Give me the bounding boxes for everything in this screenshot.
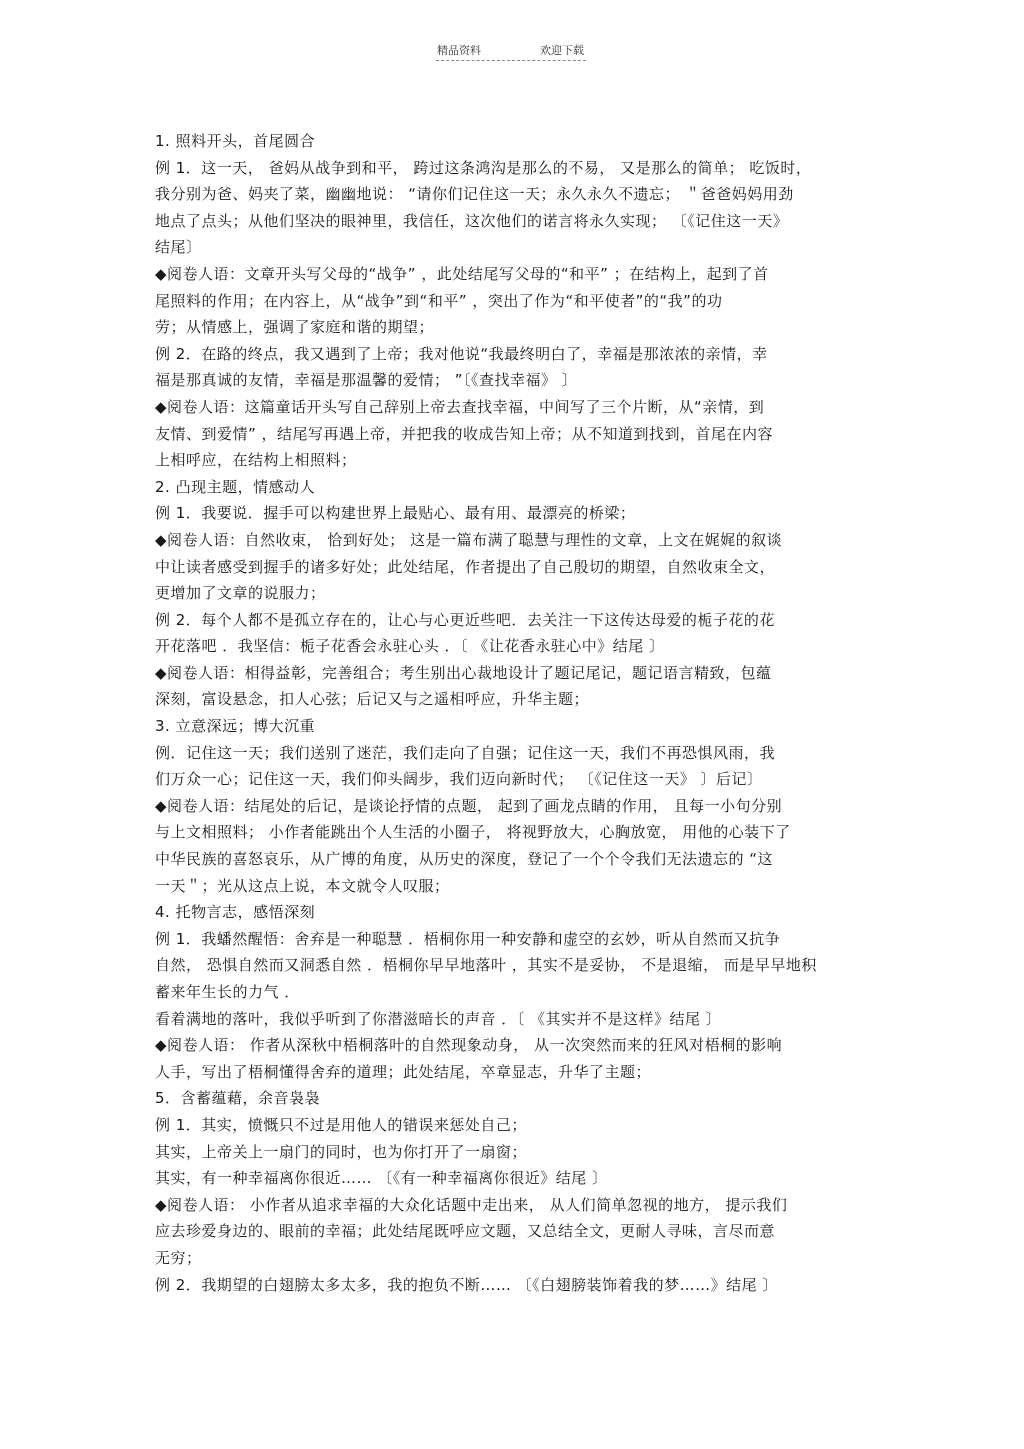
page-header — [0, 42, 1024, 62]
text-line: 例 1．我蟠然醒悟：舍弃是一种聪慧 ．梧桐你用一种安静和虚空的玄妙，听从自然而又抗争 — [155, 929, 781, 948]
document-body — [155, 128, 895, 1298]
text-line: 例 1．这一天， 爸妈从战争到和平， 跨过这条鸿沟是那么的不易， 又是那么的简单； 吃饭时， — [155, 158, 812, 177]
text-line: 例 2．每个人都不是孤立存在的，让心与心更近些吧．去关注一下这传达母爱的栀子花的花 — [155, 610, 775, 629]
text-line: 无穷； — [155, 1248, 202, 1267]
text-line: 地点了点头；从他们坚决的眼神里，我信任，这次他们的诺言将永久实现； 〔《记住这一天》 — [155, 211, 789, 230]
text-line: 我分别为爸、妈夹了菜，幽幽地说： “请你们记住这一天；永久永久不遗忘； ＂爸爸妈妈用劲 — [155, 185, 794, 204]
text-line: 一天＂；光从这点上说，本文就令人叹服； — [155, 876, 450, 895]
text-line: 结尾〕 — [155, 238, 202, 257]
text-line: 友情、到爱情” ，结尾写再遇上帝，并把我的收成告知上帝；从不知道到找到，首尾在内容 — [155, 424, 774, 443]
text-line: ◆阅卷人语：自然收束， 恰到好处； 这是一篇布满了聪慧与理性的文章，上文在娓娓的叙谈 — [155, 530, 783, 549]
text-line: 4. 托物言志，感悟深刻 — [155, 903, 316, 922]
text-line: 例 1．其实，愤慨只不过是用他人的错误来惩处自己； — [155, 1115, 527, 1134]
text-line: 中华民族的喜怒哀乐，从广博的角度，从历史的深度，登记了一个个令我们无法遗忘的 “这 — [155, 850, 774, 869]
text-line: 开花落吧 ．我坚信：栀子花香会永驻心头 ．〔 《让花香永驻心中》结尾 〕 — [155, 637, 665, 656]
text-line: ◆阅卷人语：文章开头写父母的“战争” ，此处结尾写父母的“和平” ；在结构上，起到了首 — [155, 264, 769, 283]
text-line: 蓄来年生长的力气 ． — [155, 983, 300, 1001]
text-line: 看着满地的落叶，我似乎听到了你潜滋暗长的声音 ．〔 《其实并不是这样》结尾 〕 — [155, 1009, 722, 1028]
text-line: 例 1．我要说．握手可以构建世界上最贴心、最有用、最漂亮的桥梁； — [155, 504, 636, 523]
text-line: 劳；从情感上，强调了家庭和谐的期望； — [155, 318, 435, 337]
text-line: 人手，写出了梧桐懂得舍弃的道理；此处结尾，卒章显志，升华了主题； — [155, 1062, 652, 1081]
text-line: ◆阅卷人语： 作者从深秋中梧桐落叶的自然现象动身， 从一次突然而来的狂风对梧桐的影响 — [155, 1036, 783, 1055]
text-line: ◆阅卷人语：相得益彰，完善组合；考生别出心裁地设计了题记尾记，题记语言精致，包蕴 — [155, 663, 772, 682]
text-line: 中让读者感受到握手的诸多好处；此处结尾，作者提出了自己殷切的期望，自然收束全文， — [155, 557, 776, 576]
text-line: 例 2．在路的终点，我又遇到了上帝；我对他说“我最终明白了，幸福是那浓浓的亲情，幸 — [155, 344, 768, 363]
text-line: 福是那真诚的友情，幸福是那温馨的爱情； ”〔《查找幸福》 〕 — [155, 371, 578, 390]
header-right-text: 欢迎下载 — [540, 44, 584, 57]
text-line: ◆阅卷人语：结尾处的后记，是谈论抒情的点题， 起到了画龙点睛的作用， 且每一小句分别 — [155, 796, 783, 815]
text-line: 其实，上帝关上一扇门的同时，也为你打开了一扇窗； — [155, 1142, 528, 1161]
text-line: 2. 凸现主题，情感动人 — [155, 477, 316, 496]
text-line: 5．含蓄蕴藉，余音袅袅 — [155, 1089, 321, 1108]
text-line: 其实，有一种幸福离你很近…… 〔《有一种幸福离你很近》结尾 〕 — [155, 1169, 608, 1188]
text-line: 更增加了文章的说服力； — [155, 584, 326, 603]
text-line: ◆阅卷人语：这篇童话开头写自己辞别上帝去查找幸福，中间写了三个片断，从“亲情，到 — [155, 397, 765, 416]
text-line: 与上文相照料； 小作者能跳出个人生活的小圈子， 将视野放大，心胸放宽， 用他的心装下了 — [155, 823, 791, 842]
text-line: 们万众一心；记住这一天，我们仰头阔步，我们迈向新时代； 〔《记住这一天》 〕后记〕 — [155, 770, 763, 789]
text-line: 深刻，富设悬念，扣人心弦；后记又与之遥相呼应，升华主题； — [155, 690, 590, 709]
header-divider — [436, 60, 586, 61]
text-line: 上相呼应，在结构上相照料； — [155, 451, 357, 470]
text-line: 应去珍爱身边的、眼前的幸福；此处结尾既呼应文题，又总结全文，更耐人寻味，言尽而意 — [155, 1222, 776, 1241]
text-line: 例．记住这一天；我们送别了迷茫，我们走向了自强；记住这一天，我们不再恐惧风雨，我 — [155, 743, 776, 762]
text-line: 自然， 恐惧自然而又洞悉自然 ．梧桐你早早地落叶 ，其实不是妥协， 不是退缩， 而是早早地积 — [155, 956, 817, 975]
header-left-text: 精品资料 — [437, 44, 481, 57]
text-line: 3. 立意深远；博大沉重 — [155, 717, 316, 736]
text-line: 尾照料的作用；在内容上，从“战争”到“和平” ，突出了作为“和平使者”的“我”的功 — [155, 291, 723, 310]
text-line: 例 2．我期望的白翅膀太多太多，我的抱负不断…… 〔《白翅膀装饰着我的梦……》结尾 〕 — [155, 1275, 778, 1294]
text-line: ◆阅卷人语： 小作者从追求幸福的大众化话题中走出来， 从人们简单忽视的地方， 提示我们 — [155, 1195, 788, 1214]
text-line: 1. 照料开头，首尾圆合 — [155, 132, 316, 150]
